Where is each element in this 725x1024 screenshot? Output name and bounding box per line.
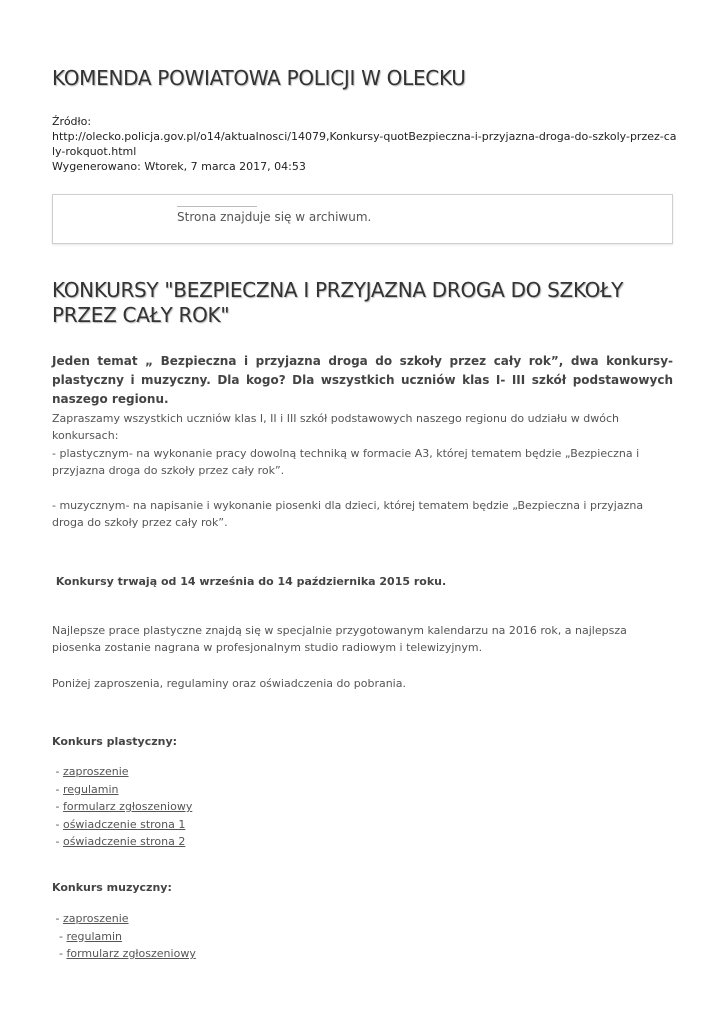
- list-item: [52, 781, 192, 799]
- art-statement-page-2-link[interactable]: oświadczenie strona 2: [62, 835, 186, 848]
- list-prefix: -: [52, 947, 67, 960]
- music-rules-link[interactable]: regulamin: [66, 929, 123, 943]
- art-contest-paragraph: - plastycznym- na wykonanie pracy dowolną techniką w formacie A3, której tematem będzie „Bezpieczna i przyjazna droga do szkoły przez cały rok”.: [52, 447, 640, 477]
- archive-divider: [177, 206, 257, 207]
- source-label: Źródło:: [52, 115, 92, 128]
- downloads-intro: Poniżej zaproszenia, regulaminy oraz oświadczenia do pobrania.: [52, 677, 406, 690]
- list-item: [52, 816, 192, 834]
- list-item: [52, 798, 192, 816]
- music-invitation-link[interactable]: zaproszenie: [62, 912, 129, 925]
- list-prefix: -: [52, 765, 63, 778]
- music-contest-heading: Konkurs muzyczny:: [52, 881, 172, 894]
- list-prefix: -: [52, 835, 63, 848]
- list-item: [52, 910, 196, 928]
- source-info: [52, 114, 677, 174]
- list-item: [52, 763, 192, 781]
- list-item: [52, 833, 192, 851]
- list-prefix: -: [52, 929, 67, 943]
- list-prefix: -: [52, 817, 63, 831]
- art-rules-link[interactable]: regulamin: [62, 782, 119, 796]
- list-prefix: -: [52, 800, 63, 813]
- music-contest-paragraph: - muzycznym- na napisanie i wykonanie piosenki dla dzieci, której tematem będzie „Bezpieczna i przyjazna droga do szkoły przez cały rok”.: [52, 499, 644, 529]
- art-statement-page-1-link[interactable]: oświadczenie strona 1: [62, 817, 186, 831]
- contest-dates: Konkursy trwają od 14 września do 14 października 2015 roku.: [52, 575, 447, 588]
- site-title: KOMENDA POWIATOWA POLICJI W OLECKU: [52, 66, 466, 90]
- article-lead: Jeden temat „ Bezpieczna i przyjazna droga do szkoły przez cały rok”, dwa konkursy- plastyczny i muzyczny. Dla kogo? Dla wszystkich uczniów klas I- III szkół podstawowych naszego regionu.: [52, 354, 673, 406]
- art-contest-links: [52, 763, 192, 851]
- source-url: http://olecko.policja.gov.pl/o14/aktualnosci/14079,Konkursy-quotBezpieczna-i-przyjazna-droga-do-szkoly-przez-caly-rokquot.html: [52, 130, 677, 158]
- list-item: [52, 945, 196, 963]
- art-invitation-link[interactable]: zaproszenie: [62, 765, 129, 778]
- art-contest-heading: Konkurs plastyczny:: [52, 735, 178, 748]
- archive-notice: Strona znajduje się w archiwum.: [177, 210, 372, 224]
- prizes-paragraph: Najlepsze prace plastyczne znajdą się w specjalnie przygotowanym kalendarzu na 2016 rok, a najlepsza piosenka zostanie nagrana w profesjonalnym studio radiowym i telewizyjnym.: [52, 624, 627, 654]
- music-form-link[interactable]: formularz zgłoszeniowy: [66, 947, 196, 960]
- generated-timestamp: Wygenerowano: Wtorek, 7 marca 2017, 04:53: [52, 160, 306, 173]
- list-prefix: -: [52, 782, 63, 796]
- intro-paragraph: Zapraszamy wszystkich uczniów klas I, II i III szkół podstawowych naszego regionu do udziału w dwóch konkursach:: [52, 412, 619, 442]
- list-prefix: -: [52, 912, 63, 925]
- article-title: KONKURSY "BEZPIECZNA I PRZYJAZNA DROGA DO SZKOŁY PRZEZ CAŁY ROK": [52, 278, 623, 327]
- archive-notice-box: [52, 194, 673, 244]
- music-contest-links: [52, 910, 196, 963]
- list-item: [52, 928, 196, 946]
- art-form-link[interactable]: formularz zgłoszeniowy: [62, 800, 193, 813]
